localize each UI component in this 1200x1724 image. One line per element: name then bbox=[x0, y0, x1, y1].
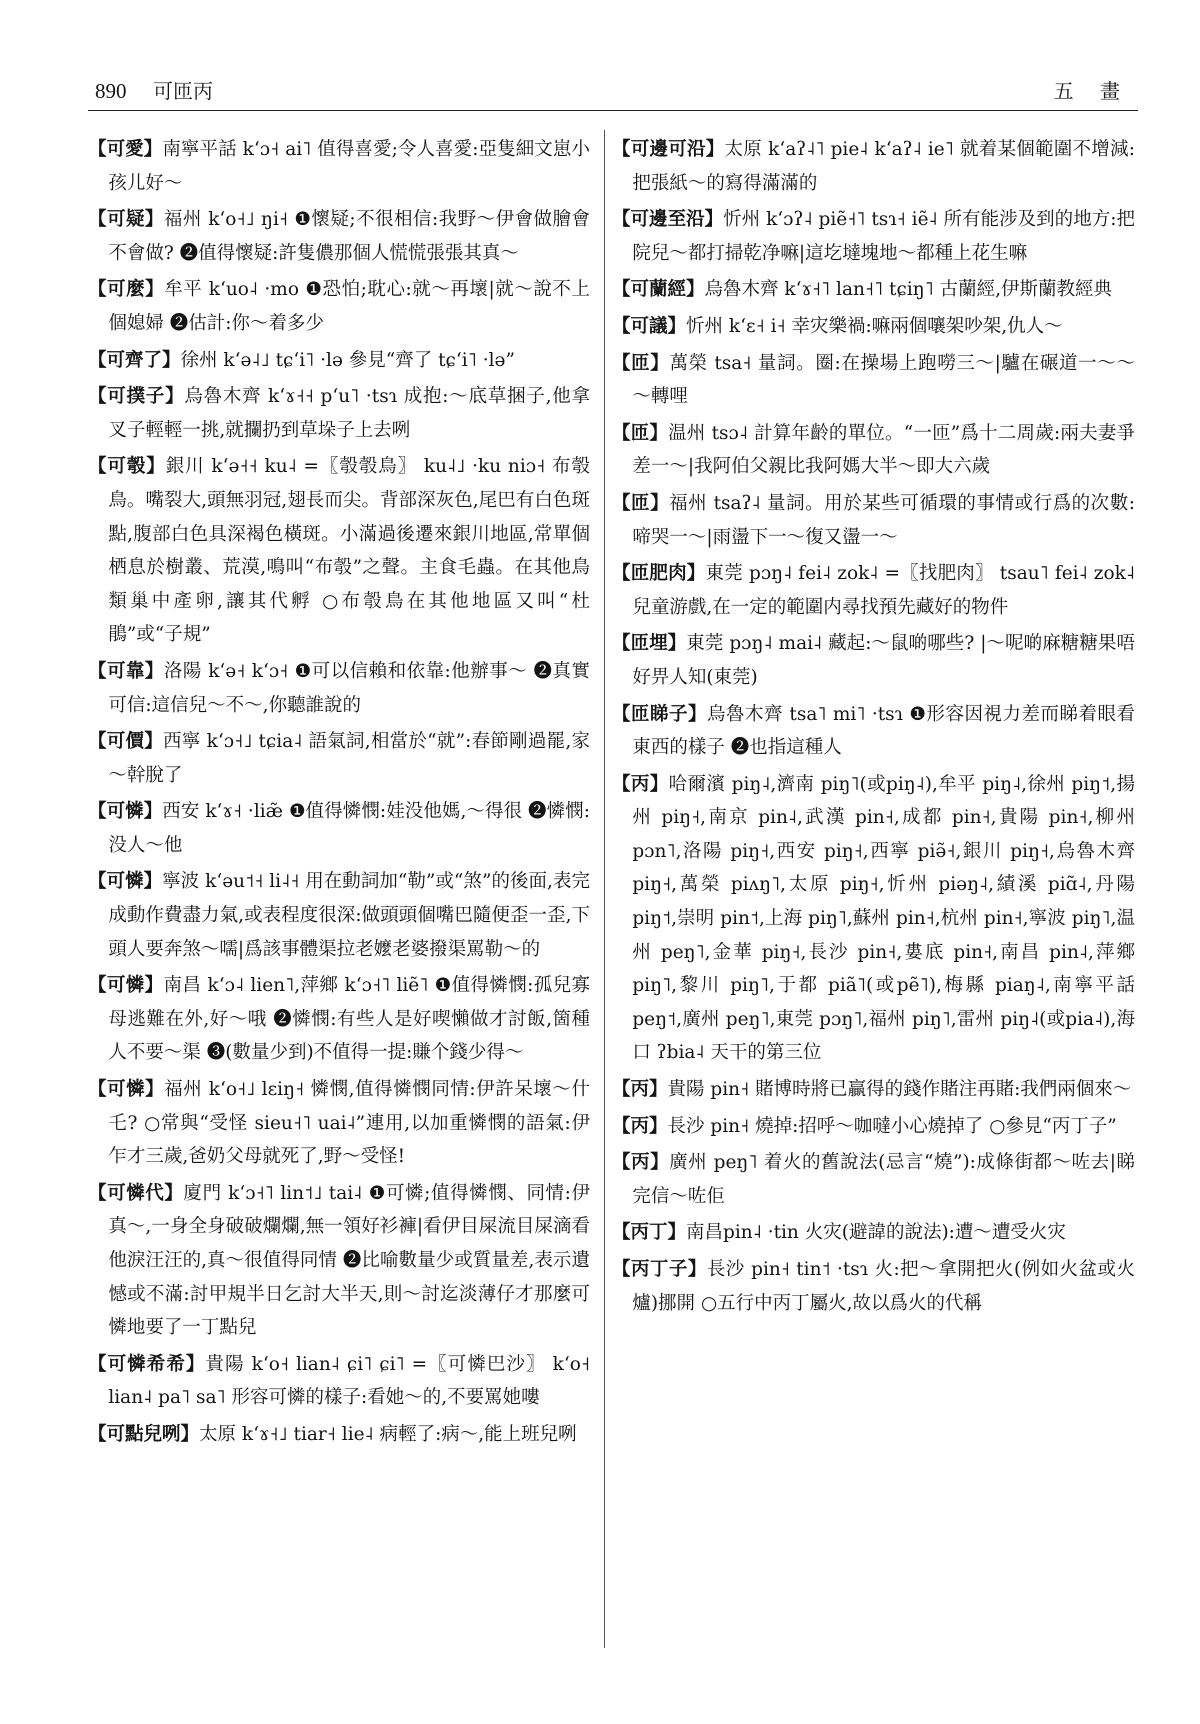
dictionary-entry bbox=[88, 865, 590, 966]
entry-body: 貴陽 pin˧ 賭博時將已贏得的錢作賭注再賭:我們兩個來～ bbox=[667, 1079, 1132, 1101]
dictionary-entry bbox=[612, 1146, 1135, 1213]
entry-headword: 【匝埋】 bbox=[612, 633, 687, 655]
entry-body: 南昌pin˨ ·tin 火灾(避諱的說法):遭～遭受火灾 bbox=[686, 1222, 1066, 1244]
section-title: 五 畫 bbox=[1053, 79, 1130, 103]
entry-body: 太原 kʻɤ˧˩ tiar˧ lie˨ 病輕了:病～,能上班兒咧 bbox=[199, 1423, 577, 1445]
entry-body: 牟平 kʻuo˨ ·mo ❶恐怕;耽心:就～再壞|就～說不上個媳婦 ❷估計:你～着多少 bbox=[108, 279, 590, 334]
entry-headword: 【可憐】 bbox=[88, 801, 163, 823]
dictionary-entry bbox=[612, 347, 1135, 414]
entry-body: 烏魯木齊 tsa˥ mi˥ ·tsɿ ❶形容因視力差而睇着眼看東西的樣子 ❷也指這種人 bbox=[632, 703, 1135, 759]
entry-body: 哈爾濱 piŋ˨,濟南 piŋ˥(或piŋ˨),牟平 piŋ˨,徐州 piŋ˦,揚州 piŋ˧,南京 pin˨,武漢 pin˧,成都 pin˧,貴陽 pin˧,柳州 pɔn˥,洛陽 piŋ˧,西安 piŋ˧,西寧 piə̃˧,銀川 piŋ˧,烏魯木齊 piŋ˧,萬榮 piʌŋ˥,太原 piŋ˧,忻州 piəŋ˨,績溪 piɑ̃˨,丹陽 piŋ˦,崇明 pin˦,上海 piŋ˥,蘇州 pin˧,杭州 pin˧,寧波 piŋ˥,温州 peŋ˥,金華 piŋ˧,長沙 pin˧,婁底 pin˧,南昌 pin˨,萍鄉 piŋ˥,黎川 piŋ˥,于都 piã˥(或pẽ˥),梅縣 piaŋ˨,南寧平話 peŋ˦,廣州 peŋ˥,東莞 pɔŋ˥,福州 piŋ˥,雷州 piŋ˨(或pia˨),海口 ʔbia˨ 天干的第三位 bbox=[632, 773, 1135, 1064]
entry-headword: 【可邊可沿】 bbox=[612, 139, 725, 160]
dictionary-entry bbox=[612, 487, 1135, 554]
dictionary-entry bbox=[612, 1216, 1135, 1250]
entry-headword: 【可麼】 bbox=[88, 279, 165, 301]
entry-headword: 【可點兒咧】 bbox=[88, 1423, 200, 1445]
entry-headword: 【可憐希希】 bbox=[88, 1353, 206, 1375]
entry-body: 徐州 kʻə˨˩ tɕʻi˥ ·lə 參見“齊了 tɕʻi˥ ·lə” bbox=[180, 349, 515, 371]
page-number: 890 bbox=[95, 79, 127, 103]
dictionary-entry bbox=[88, 655, 590, 722]
entry-headword: 【丙】 bbox=[612, 1079, 668, 1101]
entry-headword: 【可憐代】 bbox=[88, 1182, 184, 1204]
entry-body: 南寧平話 kʻɔ˧ ai˥ 值得喜愛;令人喜愛:亞隻細文崽小孩儿好～ bbox=[108, 139, 590, 194]
entry-body: 洛陽 kʻə˧ kʻɔ˧ ❶可以信賴和依靠:他辦事～ ❷真實可信:這信兒～不～,你聽誰說的 bbox=[108, 660, 590, 716]
entry-headword: 【可齊了】 bbox=[88, 349, 181, 371]
entry-headword: 【可議】 bbox=[612, 315, 687, 337]
dictionary-entry bbox=[612, 1110, 1135, 1144]
entry-body: 福州 kʻo˧˩ lɛiŋ˧ 憐憫,值得憐憫同情:伊許呆壞～什乇? ○常與“受怪 sieu˧˥ uai˨”連用,以加重憐憫的語氣:伊乍才三歲,爸奶父母就死了,野～受怪! bbox=[108, 1079, 590, 1168]
entry-body: 貴陽 kʻo˧ lian˨ ɕi˥ ɕi˥ =〖可憐巴沙〗 kʻo˧ lian˨ pa˥ sa˥ 形容可憐的樣子:看她～的,不要罵她嘍 bbox=[108, 1353, 590, 1409]
entry-headword: 【匝】 bbox=[612, 352, 670, 374]
dictionary-entry bbox=[612, 1073, 1135, 1107]
dictionary-entry bbox=[88, 1177, 590, 1345]
dictionary-entry bbox=[88, 133, 590, 200]
dictionary-entry bbox=[88, 795, 590, 862]
entry-headword: 【匝睇子】 bbox=[612, 703, 708, 725]
entry-headword: 【丙丁子】 bbox=[612, 1259, 707, 1280]
dictionary-entry bbox=[612, 557, 1135, 624]
dictionary-entry bbox=[612, 133, 1135, 200]
dictionary-entry bbox=[88, 380, 590, 447]
entry-headword: 【可邊至沿】 bbox=[612, 209, 724, 231]
right-column bbox=[612, 133, 1135, 1323]
entry-body: 烏魯木齊 kʻɤ˧˥ lan˧˥ tɕiŋ˥ 古蘭經,伊斯蘭教經典 bbox=[704, 279, 1113, 301]
column-divider bbox=[604, 130, 605, 1648]
entry-body: 廣州 peŋ˥ 着火的舊說法(忌言“燒”):成條街都～咗去|睇完信～咗佢 bbox=[632, 1152, 1135, 1207]
entry-body: 長沙 pin˧ 燒掉:招呼～咖噠小心燒掉了 ○參見“丙丁子” bbox=[667, 1115, 1117, 1137]
entry-body: 烏魯木齊 kʻɤ˧˧ pʻu˥ ·tsɿ 成抱:～底草捆子,他拿叉子輕輕一挑,就攔扔到草垛子上去咧 bbox=[108, 386, 590, 441]
entry-body: 福州 tsaʔ˨ 量詞。用於某些可循環的事情或行爲的次數:啼哭一～|雨盪下一～復又盪一～ bbox=[632, 492, 1135, 548]
entry-body: 長沙 pin˧ tin˦ ·tsɿ 火:把～拿開把火(例如火盆或火爐)挪開 ○五行中丙丁屬火,故以爲火的代稱 bbox=[632, 1259, 1135, 1314]
dictionary-entry bbox=[88, 203, 590, 270]
dictionary-entry bbox=[88, 273, 590, 340]
entry-body: 寧波 kʻəu˦˧ li˨˧ 用在動詞加“勒”或“煞”的後面,表完成動作費盡力氣,或表程度很深:做頭頭個嘴巴隨便歪一歪,下頭人要奔煞～嚅|爲該事體渠拉老嬤老婆撥渠罵勒～的 bbox=[108, 871, 590, 960]
entry-headword: 【丙丁】 bbox=[612, 1222, 687, 1244]
entry-body: 萬榮 tsa˧ 量詞。圈:在操場上跑嘮三～|驢在碾道一～～～轉哩 bbox=[632, 352, 1135, 408]
entry-body: 東莞 pɔŋ˨ fei˨ zok˨ =〖找肥肉〗 tsau˥ fei˨ zok˨ 兒童游戲,在一定的範圍内尋找預先藏好的物件 bbox=[632, 563, 1135, 618]
entry-body: 温州 tsɔ˨ 計算年齡的單位。“一匝”爲十二周歲:兩夫妻爭差一～|我阿伯父親比我阿媽大半～即大六歲 bbox=[632, 422, 1135, 478]
header-rule bbox=[88, 110, 1138, 111]
dictionary-entry bbox=[612, 310, 1135, 344]
dictionary-entry bbox=[88, 450, 590, 652]
entry-headword: 【可憐】 bbox=[88, 871, 163, 893]
entry-headword: 【可價】 bbox=[88, 731, 164, 753]
dictionary-entry bbox=[612, 698, 1135, 765]
entry-body: 忻州 kʻɛ˧ i˧ 幸灾樂禍:嘛兩個嚷架吵架,仇人～ bbox=[686, 315, 1063, 337]
entry-body: 忻州 kʻɔʔ˨ piẽ˧˥ tsɿ˧ iẽ˨ 所有能涉及到的地方:把院兒～都打掃乾净嘛|這圪墶塊地～都種上花生嘛 bbox=[632, 209, 1135, 264]
entry-headword: 【丙】 bbox=[612, 773, 669, 795]
entry-body: 福州 kʻo˧˩ ŋi˧ ❶懷疑;不很相信:我野～伊會做膾會不會做? ❷值得懷疑:許隻儂那個人慌慌張張其真～ bbox=[108, 209, 590, 264]
dictionary-entry bbox=[612, 417, 1135, 484]
entry-headword: 【匝】 bbox=[612, 492, 670, 514]
entry-body: 南昌 kʻɔ˨ lien˥,萍鄉 kʻɔ˧˥ liẽ˥ ❶值得憐憫:孤兒寡母逃難在外,好～哦 ❷憐憫:有些人是好喫懶做才討飯,箇種人不要～渠 ❸(數量少到)不值得一提:賺个錢少得～ bbox=[108, 975, 590, 1064]
entry-headword: 【可撲子】 bbox=[88, 386, 185, 408]
entry-body: 太原 kʻaʔ˨˥ pie˨ kʻaʔ˨ ie˥ 就着某個範圍不增減:把張紙～的寫得滿滿的 bbox=[632, 139, 1135, 194]
dictionary-entry bbox=[612, 273, 1135, 307]
dictionary-entry bbox=[88, 1418, 590, 1452]
entry-headword: 【可蘭經】 bbox=[612, 279, 705, 301]
entry-headword: 【匝】 bbox=[612, 422, 669, 444]
dictionary-entry bbox=[88, 1348, 590, 1415]
entry-headword: 【丙】 bbox=[612, 1152, 670, 1174]
dictionary-entry bbox=[612, 627, 1135, 694]
entry-body: 西安 kʻɤ˧ ·liæ̃ ❶值得憐憫:娃没他媽,～得很 ❷憐憫:没人～他 bbox=[108, 801, 590, 856]
entry-headword: 【丙】 bbox=[612, 1115, 668, 1137]
entry-body: 東莞 pɔŋ˨ mai˨ 藏起:～鼠啲哪些? |～呢啲麻糖糖果唔好畀人知(東莞) bbox=[632, 633, 1135, 688]
entry-headword: 【可憐】 bbox=[88, 975, 164, 997]
dictionary-entry bbox=[612, 203, 1135, 270]
entry-body: 西寧 kʻɔ˧˩ tɕia˨ 語氣詞,相當於“就”:春節剛過罷,家～幹脫了 bbox=[108, 731, 590, 786]
dictionary-entry bbox=[88, 725, 590, 792]
page-title: 可匝丙 bbox=[153, 79, 213, 103]
entry-headword: 【可憐】 bbox=[88, 1079, 165, 1101]
left-column bbox=[88, 133, 590, 1455]
entry-headword: 【可靠】 bbox=[88, 660, 164, 682]
dictionary-entry bbox=[88, 344, 590, 378]
entry-body: 廈門 kʻɔ˧˥ lin˦˩ tai˨ ❶可憐;值得憐憫、同情:伊真～,一身全身破破爛爛,無一領好衫褲|看伊目屎流目屎滴看他淚汪汪的,真～很值得同情 ❷比喻數量少或質量差,表示遺憾或不滿:討甲規半日乞討大半天,則～討迄淡薄仔才那麼可憐地要了一丁點兒 bbox=[108, 1182, 590, 1339]
entry-headword: 【可愛】 bbox=[88, 139, 163, 160]
dictionary-entry bbox=[88, 1073, 590, 1174]
entry-headword: 【可疑】 bbox=[88, 209, 164, 231]
dictionary-entry bbox=[88, 969, 590, 1070]
entry-body: 銀川 kʻə˧˧ ku˨ =〖彀彀鳥〗 ku˨˩ ·ku niɔ˧ 布彀鳥。嘴裂大,頭無羽冠,翅長而尖。背部深灰色,尾巴有白色斑點,腹部白色具深褐色橫斑。小滿過後遷來銀川地區,常單個栖息於樹叢、荒漠,鳴叫“布彀”之聲。主食毛蟲。在其他鳥類巢中產卵,讓其代孵 ○布彀鳥在其他地區又叫“杜鵑”或“子規” bbox=[108, 456, 590, 646]
page-header bbox=[95, 78, 1130, 104]
entry-headword: 【可彀】 bbox=[88, 456, 166, 478]
dictionary-entry bbox=[612, 768, 1135, 1070]
dictionary-entry bbox=[612, 1253, 1135, 1320]
entry-headword: 【匝肥肉】 bbox=[612, 563, 706, 585]
